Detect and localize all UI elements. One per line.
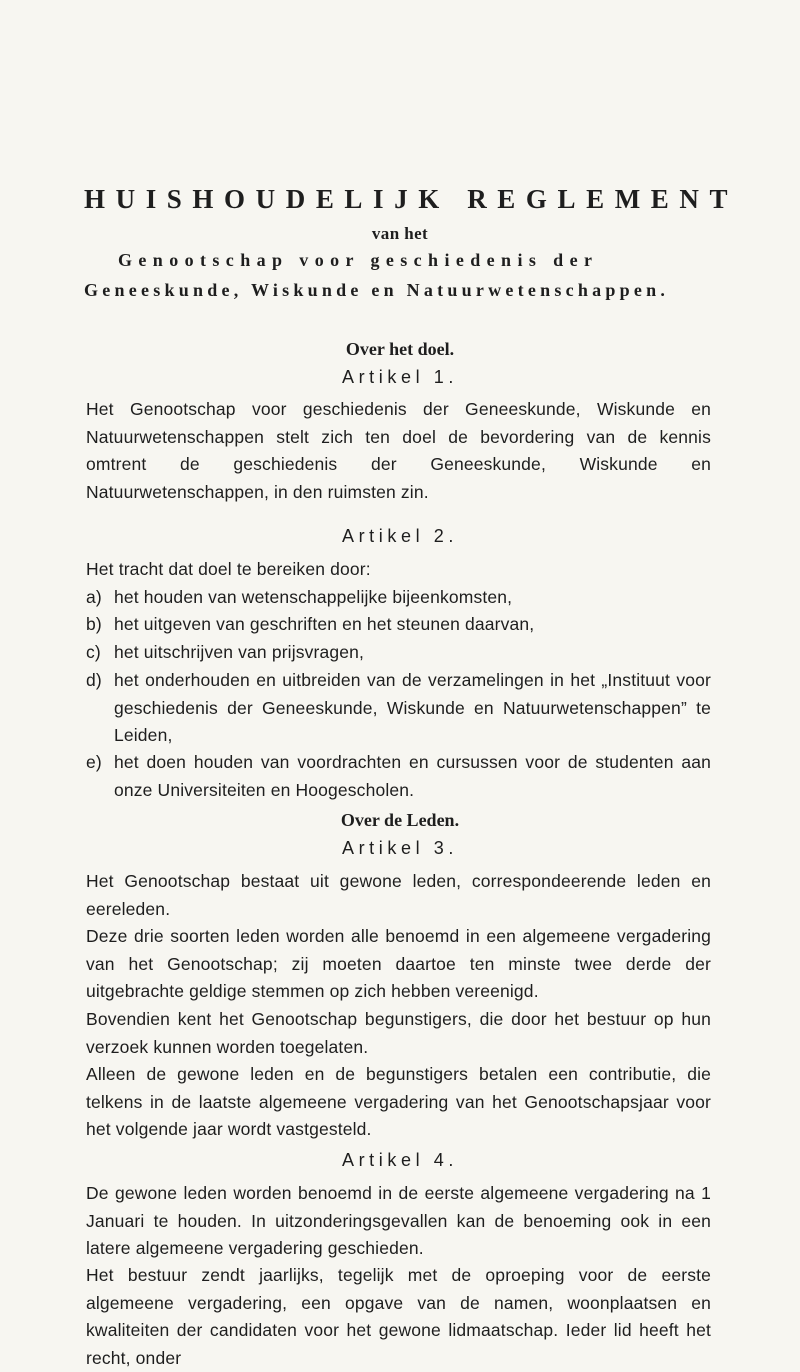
article-4-paragraph-1: De gewone leden worden benoemd in de eerste algemeene vergadering na 1 Januari te houden. In uitzonderingsgevallen kan de benoeming ook in een latere algemeene vergadering geschieden. <box>86 1183 711 1258</box>
article-3-paragraph-4: Alleen de gewone leden en de begunstigers betalen een contributie, die telkens in de laatste algemeene vergadering van het Genootschapsjaar voor het volgende jaar wordt vastgesteld. <box>86 1064 711 1139</box>
list-marker: c) <box>86 642 101 662</box>
list-item-b <box>86 611 711 639</box>
article-1-text: Het Genootschap voor geschiedenis der Geneeskunde, Wiskunde en Natuurwetenschappen stelt zich ten doel de bevordering van de kennis omtrent de geschiedenis der Geneeskunde, Wiskunde en Natuurwetenschappen, in den ruimsten zin. <box>86 399 711 502</box>
article-3-paragraph-1: Het Genootschap bestaat uit gewone leden, correspondeerende leden en eereleden. <box>86 871 711 919</box>
list-item-a <box>86 584 711 612</box>
list-item-text: het houden van wetenschappelijke bijeenkomsten, <box>114 587 513 607</box>
society-name-line-2: Geneeskunde, Wiskunde en Natuurwetenschappen. <box>84 280 670 300</box>
article-3-paragraph-3: Bovendien kent het Genootschap begunstigers, die door het bestuur op hun verzoek kunnen worden toegelaten. <box>86 1009 711 1057</box>
list-item-c <box>86 639 711 667</box>
list-marker: d) <box>86 670 102 690</box>
list-item-text: het doen houden van voordrachten en cursussen voor de studenten aan onze Universiteiten en Hoogescholen. <box>114 752 711 800</box>
list-item-text: het uitschrijven van prijsvragen, <box>114 642 365 662</box>
list-marker: b) <box>86 614 102 634</box>
society-name-line-1: Genootschap voor geschiedenis der <box>118 250 599 270</box>
article-3-heading: Artikel 3. <box>341 838 459 858</box>
list-item-d <box>86 667 711 750</box>
list-marker: a) <box>86 587 102 607</box>
document-subtitle: van het <box>371 224 429 243</box>
article-1-heading: Artikel 1. <box>341 367 459 387</box>
article-4-heading: Artikel 4. <box>341 1150 459 1170</box>
article-3-paragraph-2: Deze drie soorten leden worden alle benoemd in een algemeene vergadering van het Genootschap; zij moeten daartoe ten minste twee derde der uitgebrachte geldige stemmen op zich hebben vereenigd. <box>86 926 711 1001</box>
article-2-intro: Het tracht dat doel te bereiken door: <box>86 559 371 579</box>
section-heading-doel: Over het doel. <box>345 339 455 359</box>
list-item-text: het onderhouden en uitbreiden van de verzamelingen in het „Instituut voor geschiedenis der Geneeskunde, Wiskunde en Natuurwetenschappen” te Leiden, <box>114 670 711 745</box>
list-marker: e) <box>86 752 102 772</box>
article-4-paragraph-2: Het bestuur zendt jaarlijks, tegelijk met de oproeping voor de eerste algemeene vergadering, een opgave van de namen, woonplaatsen en kwaliteiten der candidaten voor het gewone lidmaatschap. Ieder lid heeft het recht, onder <box>86 1265 711 1368</box>
document-title: HUISHOUDELIJK REGLEMENT <box>84 184 739 214</box>
article-2-heading: Artikel 2. <box>341 526 459 546</box>
list-item-e <box>86 749 711 804</box>
section-heading-leden: Over de Leden. <box>340 810 460 830</box>
list-item-text: het uitgeven van geschriften en het steunen daarvan, <box>114 614 535 634</box>
